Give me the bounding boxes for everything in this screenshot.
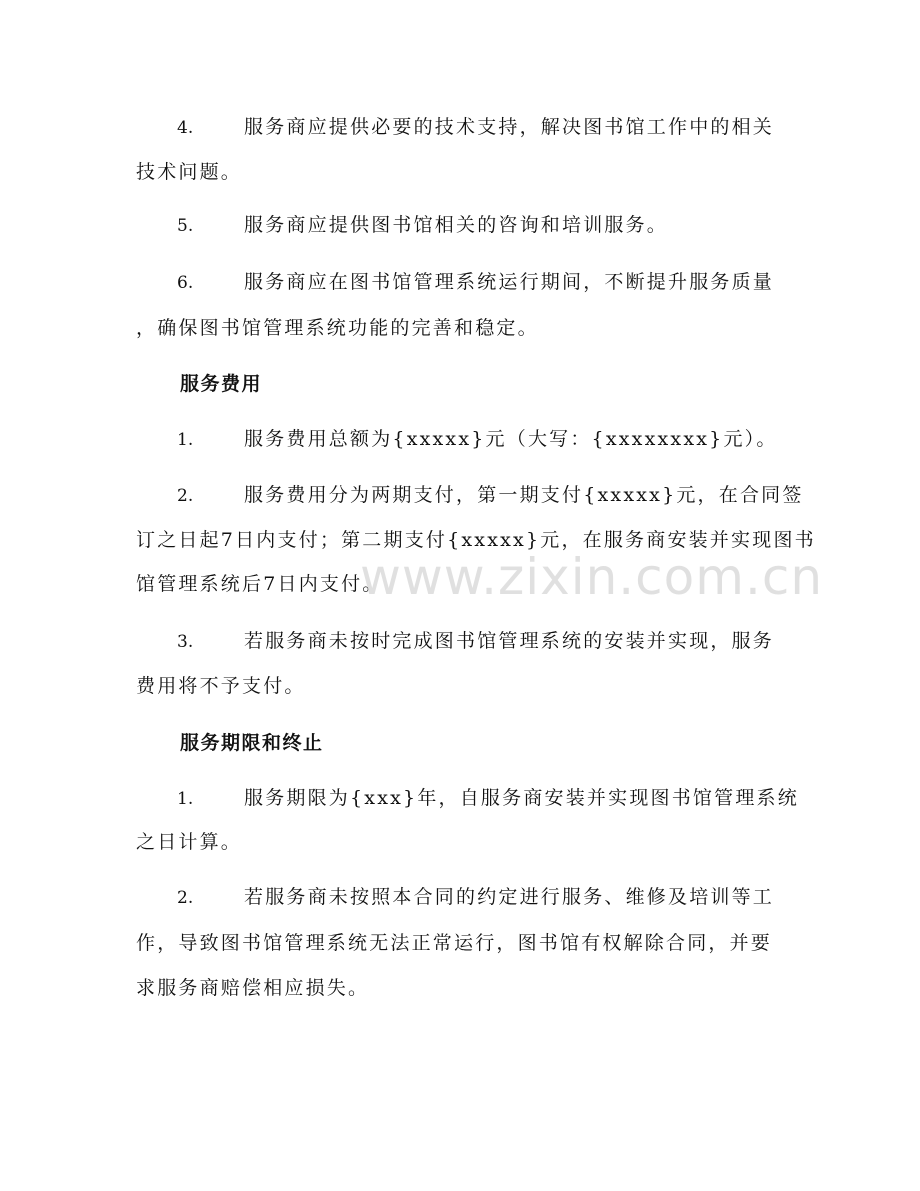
item-number: 5. — [177, 216, 194, 236]
item-text-continuation: 技术问题。 — [136, 161, 243, 183]
item-number: 2. — [177, 486, 194, 506]
item-text: 服务商应提供必要的技术支持，解决图书馆工作中的相关 — [244, 116, 775, 138]
item-text: 若服务商未按照本合同的约定进行服务、维修及培训等工 — [244, 886, 775, 908]
item-number: 4. — [177, 118, 194, 138]
item-text-continuation: 之日计算。 — [136, 831, 243, 853]
item-number: 1. — [177, 789, 194, 809]
item-text-continuation: 求服务商赔偿相应损失。 — [136, 977, 370, 999]
item-text-continuation: ，确保图书馆管理系统功能的完善和稳定。 — [136, 317, 539, 339]
item-number: 6. — [177, 273, 194, 293]
item-text-continuation: 订之日起7日内支付；第二期支付{xxxxx}元，在服务商安装并实现图书 — [136, 529, 816, 551]
item-number: 1. — [177, 430, 194, 450]
item-text: 若服务商未按时完成图书馆管理系统的安装并实现，服务 — [244, 630, 775, 652]
item-number: 2. — [177, 888, 194, 908]
section-heading-fees: 服务费用 — [180, 373, 263, 395]
item-text: 服务费用分为两期支付，第一期支付{xxxxx}元，在合同签 — [244, 484, 804, 506]
item-text-continuation: 作，导致图书馆管理系统无法正常运行，图书馆有权解除合同，并要 — [136, 932, 773, 954]
item-text-continuation: 馆管理系统后7日内支付。 — [136, 573, 384, 595]
watermark: www.zixin.com.cn — [360, 548, 824, 606]
section-heading-term: 服务期限和终止 — [180, 732, 324, 754]
item-text-continuation: 费用将不予支付。 — [136, 675, 306, 697]
item-text: 服务商应在图书馆管理系统运行期间，不断提升服务质量 — [244, 271, 775, 293]
item-text: 服务期限为{xxx}年，自服务商安装并实现图书馆管理系统 — [244, 787, 799, 809]
item-text: 服务费用总额为{xxxxx}元（大写：{xxxxxxxx}元）。 — [244, 428, 778, 450]
item-number: 3. — [177, 632, 194, 652]
item-text: 服务商应提供图书馆相关的咨询和培训服务。 — [244, 214, 669, 236]
